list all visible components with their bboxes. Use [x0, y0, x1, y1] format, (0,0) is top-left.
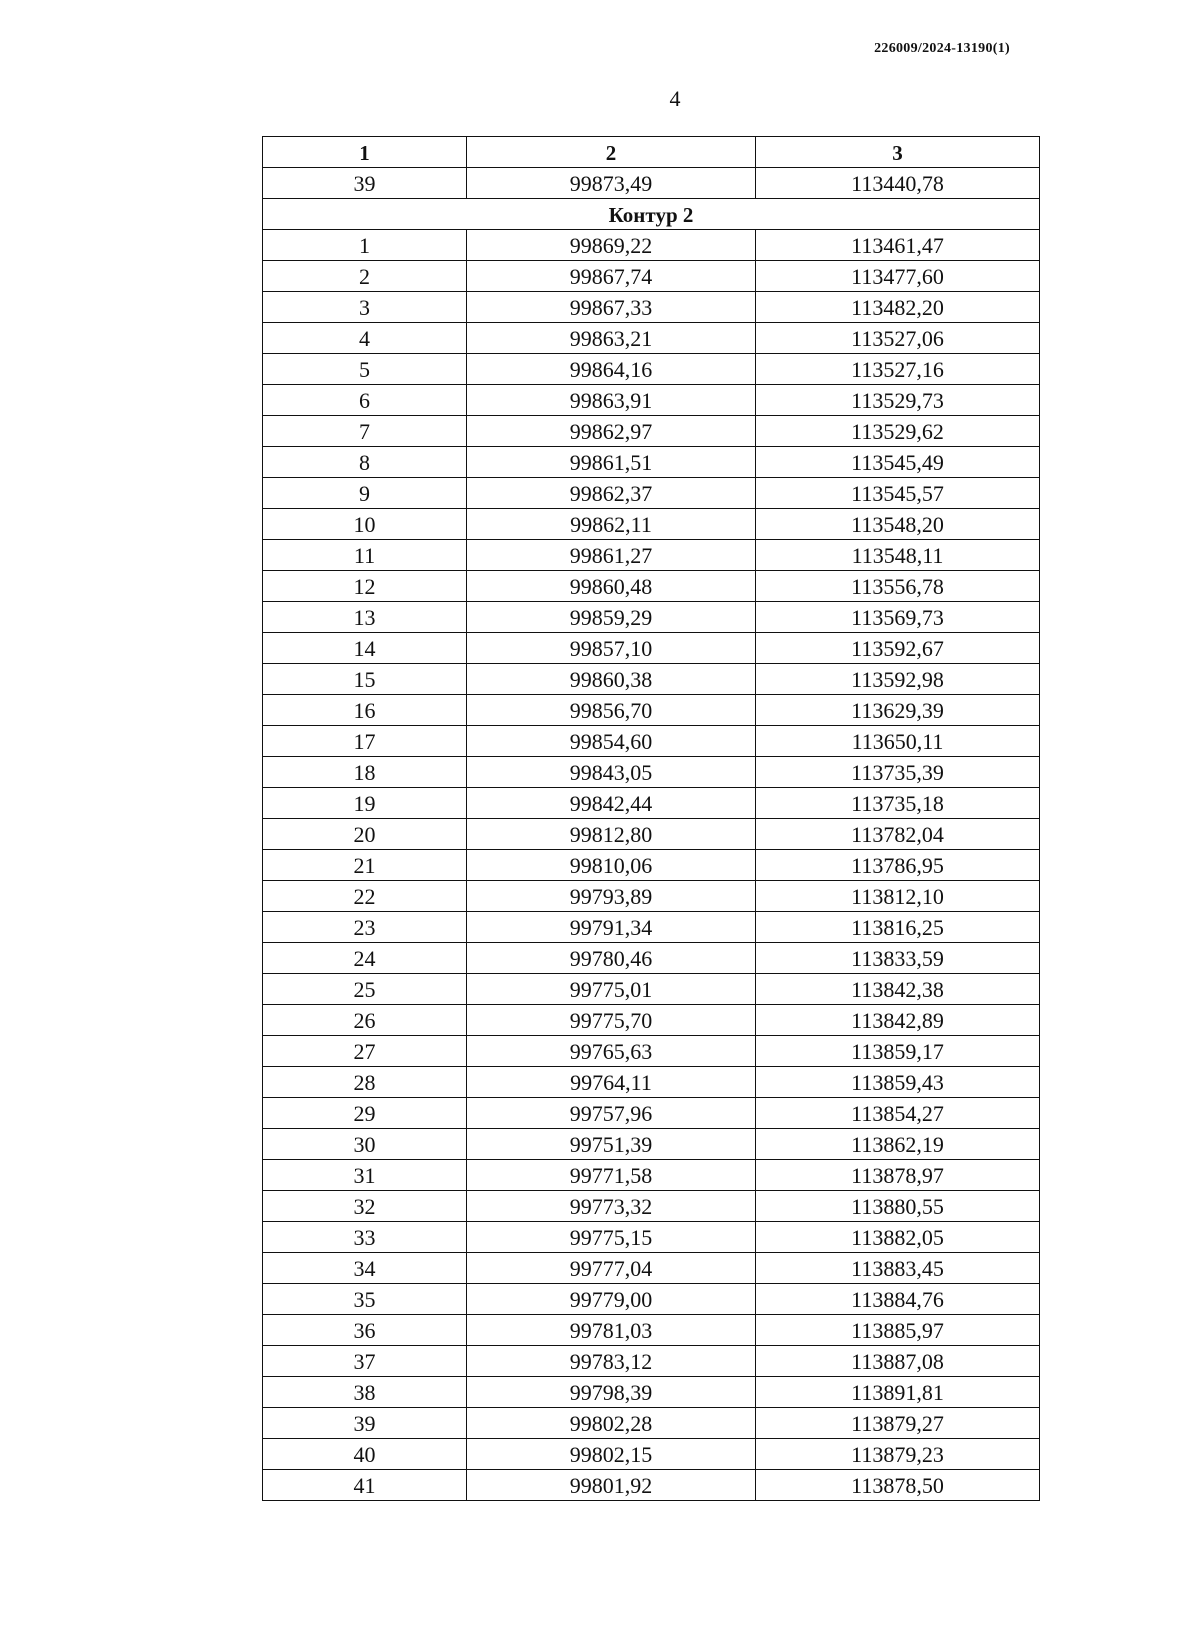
point-number-cell: 12: [263, 571, 467, 602]
y-coordinate-cell: 113879,27: [756, 1408, 1040, 1439]
y-coordinate-cell: 113878,97: [756, 1160, 1040, 1191]
table-row: [263, 695, 1040, 726]
section-row: [263, 199, 1040, 230]
point-number-cell: 26: [263, 1005, 467, 1036]
x-coordinate-cell: 99862,37: [467, 478, 756, 509]
y-coordinate-cell: 113878,50: [756, 1470, 1040, 1501]
point-number-cell: 39: [263, 168, 467, 199]
x-coordinate-cell: 99773,32: [467, 1191, 756, 1222]
x-coordinate-cell: 99856,70: [467, 695, 756, 726]
point-number-cell: 15: [263, 664, 467, 695]
x-coordinate-cell: 99854,60: [467, 726, 756, 757]
point-number-cell: 30: [263, 1129, 467, 1160]
y-coordinate-cell: 113527,16: [756, 354, 1040, 385]
table-row: [263, 1067, 1040, 1098]
x-coordinate-cell: 99791,34: [467, 912, 756, 943]
x-coordinate-cell: 99867,33: [467, 292, 756, 323]
table-body-previous-contour: [263, 168, 1040, 199]
table-row: [263, 1160, 1040, 1191]
point-number-cell: 28: [263, 1067, 467, 1098]
point-number-cell: 32: [263, 1191, 467, 1222]
point-number-cell: 13: [263, 602, 467, 633]
x-coordinate-cell: 99861,27: [467, 540, 756, 571]
page-number: 4: [669, 86, 681, 111]
column-header-1: 1: [263, 137, 467, 168]
y-coordinate-cell: 113885,97: [756, 1315, 1040, 1346]
point-number-cell: 24: [263, 943, 467, 974]
x-coordinate-cell: 99862,11: [467, 509, 756, 540]
y-coordinate-cell: 113527,06: [756, 323, 1040, 354]
point-number-cell: 40: [263, 1439, 467, 1470]
x-coordinate-cell: 99869,22: [467, 230, 756, 261]
x-coordinate-cell: 99798,39: [467, 1377, 756, 1408]
table-row: [263, 1439, 1040, 1470]
x-coordinate-cell: 99812,80: [467, 819, 756, 850]
point-number-cell: 7: [263, 416, 467, 447]
x-coordinate-cell: 99860,48: [467, 571, 756, 602]
point-number-cell: 41: [263, 1470, 467, 1501]
point-number-cell: 11: [263, 540, 467, 571]
table-row: [263, 571, 1040, 602]
point-number-cell: 10: [263, 509, 467, 540]
x-coordinate-cell: 99777,04: [467, 1253, 756, 1284]
table-row: [263, 633, 1040, 664]
y-coordinate-cell: 113529,62: [756, 416, 1040, 447]
point-number-cell: 23: [263, 912, 467, 943]
x-coordinate-cell: 99861,51: [467, 447, 756, 478]
point-number-cell: 14: [263, 633, 467, 664]
x-coordinate-cell: 99802,28: [467, 1408, 756, 1439]
y-coordinate-cell: 113556,78: [756, 571, 1040, 602]
point-number-cell: 22: [263, 881, 467, 912]
table-row: [263, 602, 1040, 633]
document-number: 226009/2024-13190(1): [874, 41, 1010, 56]
point-number-cell: 25: [263, 974, 467, 1005]
y-coordinate-cell: 113782,04: [756, 819, 1040, 850]
x-coordinate-cell: 99801,92: [467, 1470, 756, 1501]
coordinates-table: [262, 136, 1040, 1501]
table-row: [263, 1408, 1040, 1439]
point-number-cell: 27: [263, 1036, 467, 1067]
y-coordinate-cell: 113842,89: [756, 1005, 1040, 1036]
table-row: [263, 881, 1040, 912]
table-row: [263, 1253, 1040, 1284]
point-number-cell: 17: [263, 726, 467, 757]
table-row: [263, 1222, 1040, 1253]
table-header: [263, 137, 1040, 168]
point-number-cell: 5: [263, 354, 467, 385]
table-row: [263, 757, 1040, 788]
point-number-cell: 2: [263, 261, 467, 292]
table-row: [263, 1005, 1040, 1036]
table-row: [263, 354, 1040, 385]
y-coordinate-cell: 113529,73: [756, 385, 1040, 416]
x-coordinate-cell: 99780,46: [467, 943, 756, 974]
y-coordinate-cell: 113812,10: [756, 881, 1040, 912]
table-row: [263, 819, 1040, 850]
y-coordinate-cell: 113592,98: [756, 664, 1040, 695]
table-row: [263, 261, 1040, 292]
table-row: [263, 1098, 1040, 1129]
point-number-cell: 39: [263, 1408, 467, 1439]
point-number-cell: 4: [263, 323, 467, 354]
y-coordinate-cell: 113862,19: [756, 1129, 1040, 1160]
y-coordinate-cell: 113735,18: [756, 788, 1040, 819]
point-number-cell: 8: [263, 447, 467, 478]
x-coordinate-cell: 99862,97: [467, 416, 756, 447]
table-row: [263, 323, 1040, 354]
table-row: [263, 1191, 1040, 1222]
y-coordinate-cell: 113880,55: [756, 1191, 1040, 1222]
table-row: [263, 726, 1040, 757]
point-number-cell: 3: [263, 292, 467, 323]
point-number-cell: 36: [263, 1315, 467, 1346]
table-row: [263, 1129, 1040, 1160]
y-coordinate-cell: 113884,76: [756, 1284, 1040, 1315]
x-coordinate-cell: 99764,11: [467, 1067, 756, 1098]
point-number-cell: 35: [263, 1284, 467, 1315]
y-coordinate-cell: 113545,57: [756, 478, 1040, 509]
table-row: [263, 943, 1040, 974]
point-number-cell: 9: [263, 478, 467, 509]
point-number-cell: 37: [263, 1346, 467, 1377]
y-coordinate-cell: 113786,95: [756, 850, 1040, 881]
table-row: [263, 1470, 1040, 1501]
x-coordinate-cell: 99757,96: [467, 1098, 756, 1129]
y-coordinate-cell: 113569,73: [756, 602, 1040, 633]
table-row: [263, 850, 1040, 881]
y-coordinate-cell: 113816,25: [756, 912, 1040, 943]
x-coordinate-cell: 99779,00: [467, 1284, 756, 1315]
table-row: [263, 478, 1040, 509]
x-coordinate-cell: 99859,29: [467, 602, 756, 633]
x-coordinate-cell: 99771,58: [467, 1160, 756, 1191]
point-number-cell: 38: [263, 1377, 467, 1408]
point-number-cell: 16: [263, 695, 467, 726]
y-coordinate-cell: 113592,67: [756, 633, 1040, 664]
y-coordinate-cell: 113887,08: [756, 1346, 1040, 1377]
table-row: [263, 416, 1040, 447]
y-coordinate-cell: 113461,47: [756, 230, 1040, 261]
point-number-cell: 19: [263, 788, 467, 819]
x-coordinate-cell: 99873,49: [467, 168, 756, 199]
x-coordinate-cell: 99810,06: [467, 850, 756, 881]
table-row: [263, 292, 1040, 323]
point-number-cell: 1: [263, 230, 467, 261]
table-row: [263, 664, 1040, 695]
table-row: [263, 974, 1040, 1005]
x-coordinate-cell: 99863,21: [467, 323, 756, 354]
point-number-cell: 29: [263, 1098, 467, 1129]
point-number-cell: 31: [263, 1160, 467, 1191]
section-title: Контур 2: [263, 199, 1040, 230]
y-coordinate-cell: 113545,49: [756, 447, 1040, 478]
y-coordinate-cell: 113482,20: [756, 292, 1040, 323]
x-coordinate-cell: 99793,89: [467, 881, 756, 912]
column-header-2: 2: [467, 137, 756, 168]
header-row: [263, 137, 1040, 168]
x-coordinate-cell: 99775,70: [467, 1005, 756, 1036]
x-coordinate-cell: 99751,39: [467, 1129, 756, 1160]
x-coordinate-cell: 99864,16: [467, 354, 756, 385]
table-row: [263, 385, 1040, 416]
x-coordinate-cell: 99775,15: [467, 1222, 756, 1253]
point-number-cell: 33: [263, 1222, 467, 1253]
x-coordinate-cell: 99775,01: [467, 974, 756, 1005]
point-number-cell: 18: [263, 757, 467, 788]
y-coordinate-cell: 113842,38: [756, 974, 1040, 1005]
y-coordinate-cell: 113735,39: [756, 757, 1040, 788]
x-coordinate-cell: 99863,91: [467, 385, 756, 416]
table-row: [263, 912, 1040, 943]
x-coordinate-cell: 99842,44: [467, 788, 756, 819]
y-coordinate-cell: 113859,17: [756, 1036, 1040, 1067]
table-row: [263, 788, 1040, 819]
y-coordinate-cell: 113440,78: [756, 168, 1040, 199]
table-row: [263, 1036, 1040, 1067]
x-coordinate-cell: 99802,15: [467, 1439, 756, 1470]
section-header: [263, 199, 1040, 230]
y-coordinate-cell: 113891,81: [756, 1377, 1040, 1408]
table-row: [263, 540, 1040, 571]
table-row: [263, 1346, 1040, 1377]
x-coordinate-cell: 99783,12: [467, 1346, 756, 1377]
x-coordinate-cell: 99860,38: [467, 664, 756, 695]
y-coordinate-cell: 113629,39: [756, 695, 1040, 726]
table-row: [263, 230, 1040, 261]
table-row: [263, 1284, 1040, 1315]
y-coordinate-cell: 113859,43: [756, 1067, 1040, 1098]
table-row: [263, 1377, 1040, 1408]
column-header-3: 3: [756, 137, 1040, 168]
table-row: [263, 509, 1040, 540]
table-body-contour-2: [263, 230, 1040, 1501]
y-coordinate-cell: 113882,05: [756, 1222, 1040, 1253]
page-number-wrapper: [0, 86, 1200, 112]
point-number-cell: 6: [263, 385, 467, 416]
y-coordinate-cell: 113548,20: [756, 509, 1040, 540]
x-coordinate-cell: 99765,63: [467, 1036, 756, 1067]
table-row: [263, 447, 1040, 478]
point-number-cell: 34: [263, 1253, 467, 1284]
x-coordinate-cell: 99857,10: [467, 633, 756, 664]
y-coordinate-cell: 113854,27: [756, 1098, 1040, 1129]
y-coordinate-cell: 113879,23: [756, 1439, 1040, 1470]
x-coordinate-cell: 99843,05: [467, 757, 756, 788]
point-number-cell: 21: [263, 850, 467, 881]
x-coordinate-cell: 99867,74: [467, 261, 756, 292]
y-coordinate-cell: 113477,60: [756, 261, 1040, 292]
x-coordinate-cell: 99781,03: [467, 1315, 756, 1346]
y-coordinate-cell: 113650,11: [756, 726, 1040, 757]
y-coordinate-cell: 113883,45: [756, 1253, 1040, 1284]
table-row: [263, 168, 1040, 199]
y-coordinate-cell: 113548,11: [756, 540, 1040, 571]
point-number-cell: 20: [263, 819, 467, 850]
table-row: [263, 1315, 1040, 1346]
y-coordinate-cell: 113833,59: [756, 943, 1040, 974]
